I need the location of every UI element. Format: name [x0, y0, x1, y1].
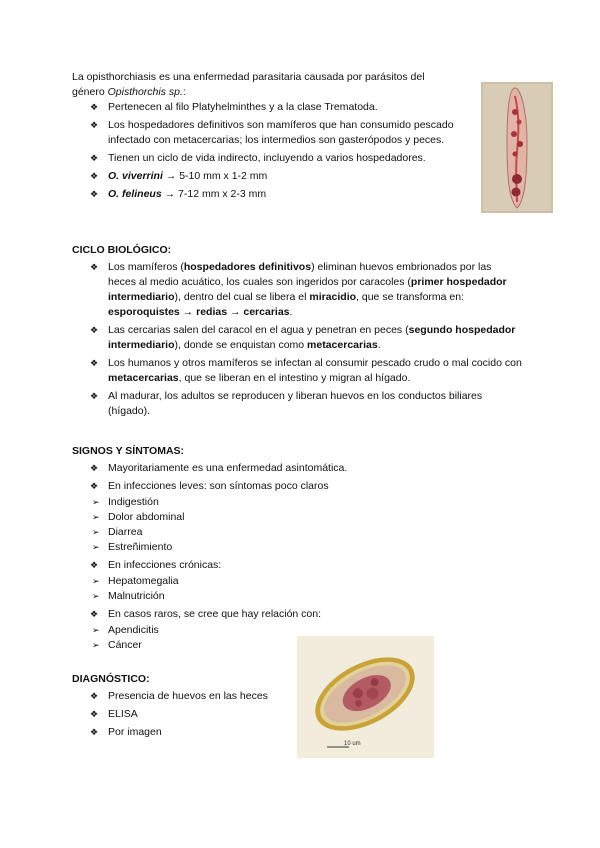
signos-section: [72, 445, 522, 656]
list-item: [72, 187, 472, 202]
egg-image-svg: [297, 636, 434, 758]
sublist-cronicas: [72, 574, 522, 604]
section-title: CICLO BIOLÓGICO:: [72, 244, 172, 256]
species-name: O. viverrini: [108, 170, 163, 182]
list-item: ❖ Mayoritariamente es una enfermedad asintomática.: [72, 461, 522, 476]
ciclo-section: [72, 244, 522, 422]
egg-image: [297, 636, 434, 758]
list-item: ❖ En casos raros, se cree que hay relación con: ➢ Apendicitis ➢ Cáncer: [72, 607, 522, 653]
diagnostico-section: [72, 673, 292, 743]
section-title: SIGNOS Y SÍNTOMAS:: [72, 445, 185, 457]
list-item: ❖ Las cercarias salen del caracol en el agua y penetran en peces (segundo hospedador intermediario), donde se enquistan como metacercarias.: [72, 323, 522, 353]
list-item: ❖ Los mamíferos (hospedadores definitivos) eliminan huevos embrionados por las heces al medio acuático, los cuales son ingeridos por caracoles (primer hospedador intermediario), dentro del cual se libera el miracidio, que se transforma en: esporoquistes → redias → cercarias.: [72, 260, 522, 320]
list-item: ❖ En infecciones crónicas: ➢ Hepatomegalia ➢ Malnutrición: [72, 558, 522, 604]
intro-line-1: La opisthorchiasis es una enfermedad parasitaria causada por parásitos del: [72, 71, 425, 83]
ciclo-bullets: [72, 260, 522, 419]
sublist-leves: [72, 495, 522, 555]
sublist-item: ➢ Diarrea: [72, 525, 522, 540]
sublist-item: ➢ Estreñimiento: [72, 540, 522, 555]
list-item: ❖ En infecciones leves: son síntomas poco claros ➢ Indigestión ➢ Dolor abdominal ➢ Diarrea ➢ Estreñimiento: [72, 479, 522, 555]
intro-section: [72, 70, 472, 205]
list-item: ❖ ELISA: [72, 707, 292, 722]
intro-line-2-suffix: :: [182, 86, 186, 98]
intro-line-2: [72, 85, 472, 100]
intro-line-2-prefix: género: [72, 86, 108, 98]
intro-bullets: [72, 100, 472, 202]
species-name: O. felineus: [108, 188, 162, 200]
signos-bullets: [72, 461, 522, 653]
list-item: ❖ Los humanos y otros mamíferos se infectan al consumir pescado crudo o mal cocido con metacercarias, que se liberan en el intestino y migran al hígado.: [72, 356, 522, 386]
egg-scale-label: 10 um: [344, 741, 361, 747]
species-size: → 7-12 mm x 2-3 mm: [161, 188, 267, 200]
list-item: ❖ Pertenecen al filo Platyhelminthes y a la clase Trematoda.: [72, 100, 472, 115]
fluke-image-svg: [481, 82, 553, 213]
list-item: ❖ Presencia de huevos en las heces: [72, 689, 292, 704]
sublist-item: ➢ Apendicitis: [72, 623, 522, 638]
list-item: ❖ Los hospedadores definitivos son mamíferos que han consumido pescado infectado con metacercarias; los intermedios son gasterópodos y peces.: [72, 118, 472, 148]
fluke-image: [481, 82, 553, 213]
list-item: ❖ Al madurar, los adultos se reproducen y liberan huevos en los conductos biliares (hígado).: [72, 389, 522, 419]
sublist-item: ➢ Cáncer: [72, 638, 522, 653]
sublist-item: ➢ Malnutrición: [72, 589, 522, 604]
sublist-item: ➢ Hepatomegalia: [72, 574, 522, 589]
list-item: ❖ Tienen un ciclo de vida indirecto, incluyendo a varios hospedadores.: [72, 151, 472, 166]
genus-name: Opisthorchis sp.: [107, 86, 183, 98]
diagnostico-bullets: [72, 689, 292, 740]
sublist-item: ➢ Indigestión: [72, 495, 522, 510]
sublist-item: ➢ Dolor abdominal: [72, 510, 522, 525]
list-item: ❖ Por imagen: [72, 725, 292, 740]
species-size: → 5-10 mm x 1-2 mm: [162, 170, 268, 182]
list-item: [72, 169, 472, 184]
section-title: DIAGNÓSTICO:: [72, 673, 150, 685]
